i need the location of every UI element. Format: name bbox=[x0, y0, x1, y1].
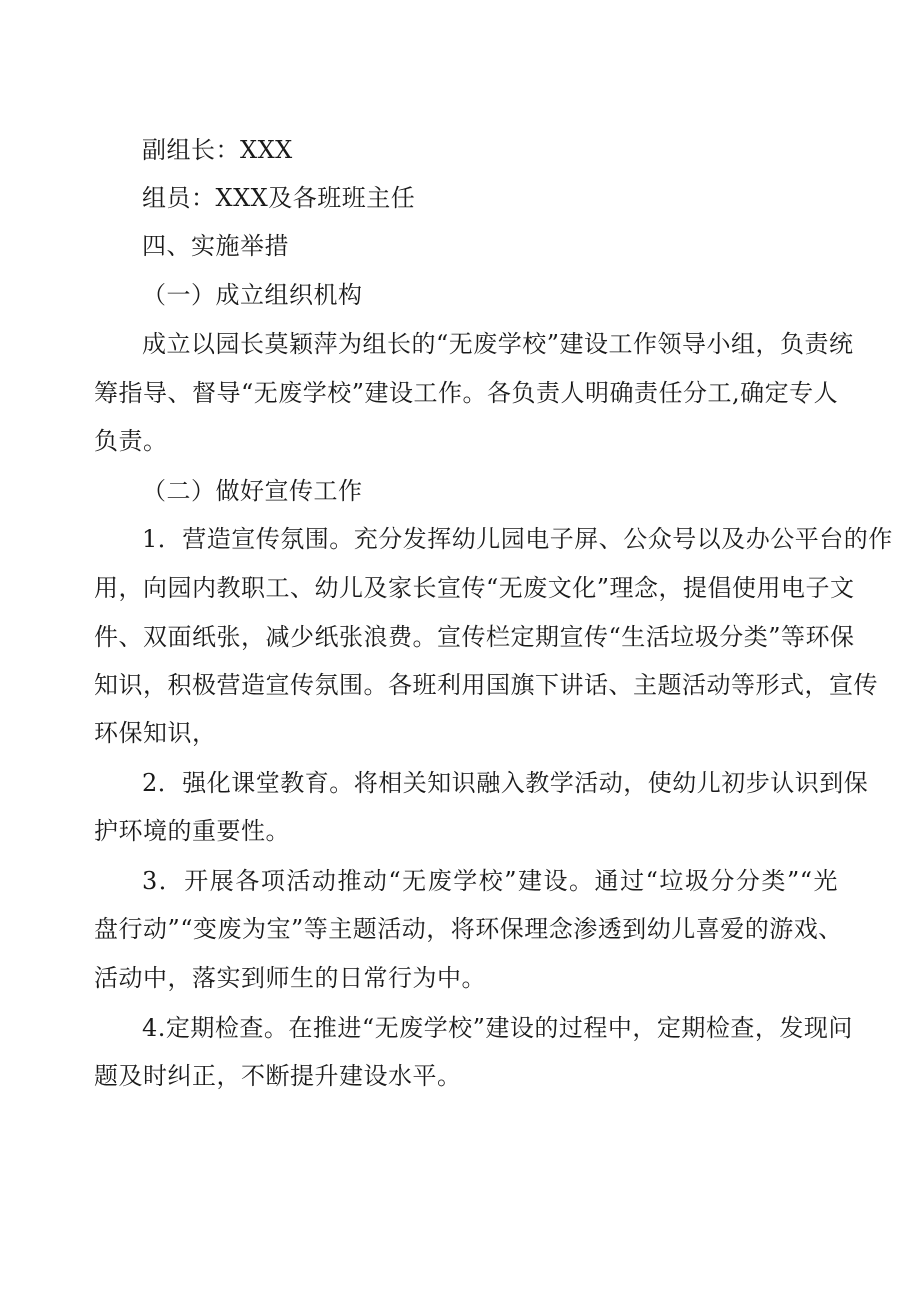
paragraph-line: 知识，积极营造宣传氛围。各班利用国旗下讲话、主题活动等形式，宣传 bbox=[94, 671, 878, 699]
deputy-leader-line: 副组长：XXX bbox=[142, 136, 293, 164]
paragraph-line: 题及时纠正，不断提升建设水平。 bbox=[94, 1062, 462, 1090]
paragraph-line: 1．营造宣传氛围。充分发挥幼儿园电子屏、公众号以及办公平台的作 bbox=[142, 525, 893, 553]
members-line: 组员：XXX及各班班主任 bbox=[142, 184, 416, 212]
subheading-organization: （一）成立组织机构 bbox=[142, 281, 363, 309]
paragraph-line: 4.定期检查。在推进“无废学校”建设的过程中，定期检查，发现问 bbox=[142, 1014, 853, 1042]
paragraph-line: 成立以园长莫颖萍为组长的“无废学校”建设工作领导小组，负责统 bbox=[142, 330, 854, 358]
paragraph-line: 件、双面纸张，减少纸张浪费。宣传栏定期宣传“生活垃圾分类”等环保 bbox=[94, 623, 855, 651]
paragraph-line: 3．开展各项活动推动“无废学校”建设。通过“垃圾分分类”“光 bbox=[142, 867, 838, 895]
paragraph-line: 护环境的重要性。 bbox=[94, 817, 290, 845]
subheading-publicity: （二）做好宣传工作 bbox=[142, 477, 363, 505]
paragraph-line: 用，向园内教职工、幼儿及家长宣传“无废文化”理念，提倡使用电子文 bbox=[94, 574, 855, 602]
paragraph-line: 筹指导、督导“无废学校”建设工作。各负责人明确责任分工,确定专人 bbox=[94, 379, 839, 407]
paragraph-line: 2．强化课堂教育。将相关知识融入教学活动，使幼儿初步认识到保 bbox=[142, 769, 869, 797]
paragraph-line: 环保知识， bbox=[94, 719, 217, 747]
paragraph-line: 活动中，落实到师生的日常行为中。 bbox=[94, 964, 486, 992]
section-heading-measures: 四、实施举措 bbox=[142, 232, 289, 260]
paragraph-line: 负责。 bbox=[94, 427, 168, 455]
paragraph-line: 盘行动”“变废为宝”等主题活动，将环保理念渗透到幼儿喜爱的游戏、 bbox=[94, 915, 843, 943]
